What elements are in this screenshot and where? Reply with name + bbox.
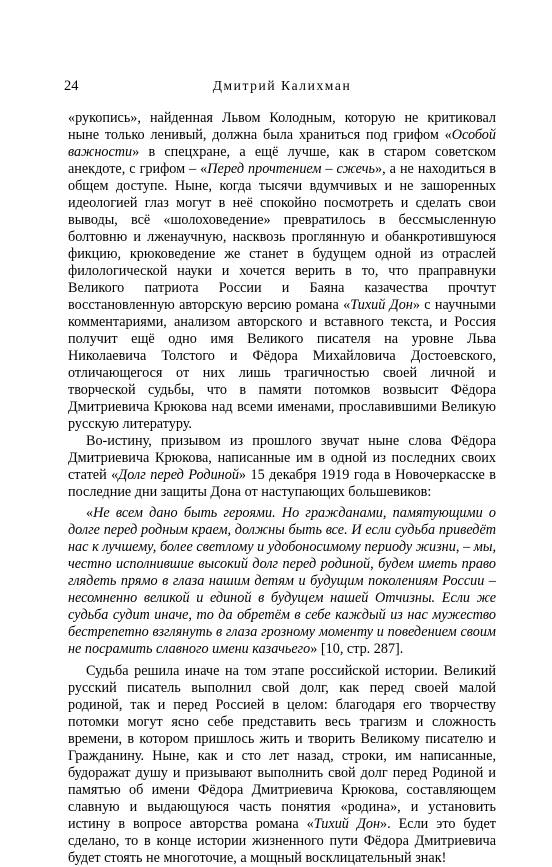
text-run: » с научными комментариями, анализом авторского и вставного текста, и Россия получит ещё одно имя Великого писателя на уровне Льва Николаевича Толстого и Фёдора Михайловича Достоевского, отличающегося от них лишь трагичностью своей личной и творческой судьбы, что в памяти потомков возвысит Фёдора Дмитриевича Крюкова над всеми именами, прославившими Великую русскую литературу. [68,297,496,432]
text-run: » [10, стр. 287]. [310,641,404,657]
page-number: 24 [64,78,79,94]
running-title: Дмитрий Калихман [212,78,352,93]
paragraph [68,110,496,433]
paragraph [68,663,496,867]
text-run: «рукопись», найденная Львом Колодным, которую не критиковал ныне только ленивый, должна была храниться под грифом « [68,110,496,143]
paragraph [68,433,496,501]
book-page [64,78,496,867]
text-run: « [86,505,94,521]
italic-text: Тихий Дон [313,816,381,832]
text-run: Во-истину, призывом из прошлого звучат ныне слова Фёдора Дмитриевича Крюкова, написанные им в одной из последних своих статей « [68,433,496,483]
italic-text: Не всем дано быть героями. Но гражданами, памятующими о долге перед родным краем, должны быть все. И если судьба приведёт нас к лучшему, более светлому и удобоносимому периоду жизни, – мы, честно исполнившие высокий долг перед родиной, будем иметь право глядеть прямо в глаза нашим детям и будущим поколениям России – несомненно великой и единой в будущем нашей Отчизны. Если же судьба судит иначе, то да обретём в себе каждый из нас мужество бестрепетно взглянуть в глаза грозному моменту и поведением своим не посрамить славного имени казачьего [68,505,496,657]
italic-text: Особой важности [68,127,496,160]
quotation-paragraph [68,505,496,658]
page-header [64,78,496,98]
text-run: Судьба решила иначе на том этапе российской истории. Великий русский писатель выполнил свой долг, как перед своей малой родиной, так и перед Россией в целом: благодаря его творчеству потомки могут ясно себе представить весь трагизм и сложность времени, в котором пришлось жить и творить Великому писателю и Гражданину. Ныне, как и сто лет назад, строки, им написанные, будоражат душу и призывают выполнить свой долг перед Родиной и памятью об имени Фёдора Дмитриевича Крюкова, составляющем славную и выдающуюся часть понятия «родина», и установить истину в вопросе авторства романа « [68,663,496,832]
italic-text: Долг перед Родиной [118,467,239,483]
text-run: » 15 декабря 1919 года в Новочеркасске в последние дни защиты Дона от наступающих большевиков: [68,467,496,500]
text-run: » в спецхране, а ещё лучше, как в старом советском анекдоте, с грифом – « [68,144,496,177]
italic-text: Тихий Дон [350,297,413,313]
text-run: », а не находиться в общем доступе. Ныне, когда тысячи вдумчивых и не зашоренных идеологией глаз могут в неё спокойно посмотреть и сделать свои выводы, всё «шолоховедение» превратилось в бессмысленную болтовню и лженаучную, насквозь проглянную и обанкротившуюся фикцию, крюковедение же станет в будущем одной из отраслей филологической науки и хочется верить в то, что праправнуки Великого патриота России и Баяна казачества прочтут восстановленную авторскую версию романа « [68,161,496,313]
italic-text: Перед прочтением – сжечь [207,161,375,177]
text-run: ». Если это будет сделано, то в конце истории жизненного пути Фёдора Дмитриевича будет стоять не многоточие, а мощный восклицательный знак! [68,816,496,866]
